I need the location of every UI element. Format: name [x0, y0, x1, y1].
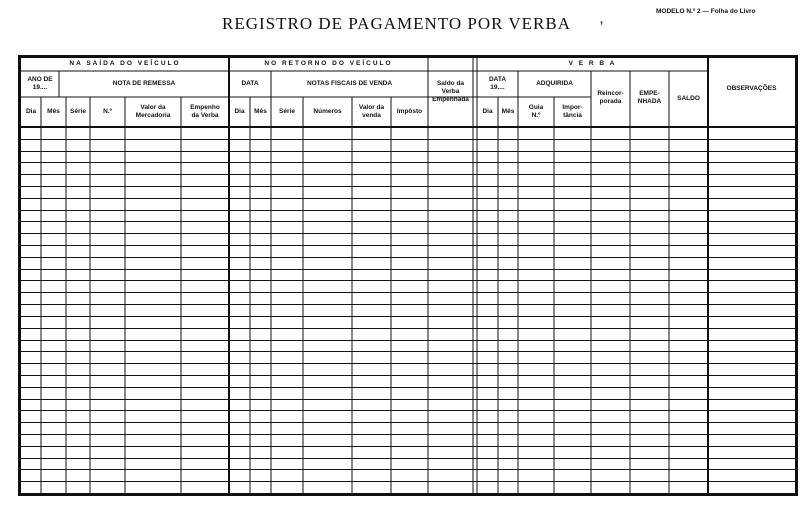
- model-label: MODELO N.º 2 — Folha do Livro: [656, 8, 756, 15]
- body-row-rules: [21, 140, 795, 482]
- column-guia: Guia N.º: [528, 104, 544, 119]
- column-mes-2: Mês: [254, 108, 267, 115]
- column-adquirida: ADQUIRIDA: [536, 80, 573, 87]
- column-empenho-verba: Empenho da Verba: [190, 104, 220, 119]
- column-saldo-verba-empenhada: Saldo da Verba Empenhada: [432, 80, 469, 103]
- column-mes-3: Mês: [501, 108, 515, 115]
- section-saida: NA SAÍDA DO VEÍCULO: [69, 60, 181, 67]
- corner-mark: ’: [600, 20, 604, 32]
- section-retorno: NO RETORNO DO VEÍCULO: [264, 60, 393, 67]
- column-valor-venda: Valor da venda: [358, 104, 385, 119]
- column-data-2: DATA 19....: [488, 76, 507, 91]
- column-numero-1: N.º: [103, 108, 112, 115]
- column-observacoes: OBSERVAÇÕES: [726, 85, 777, 92]
- column-importancia: Impor- tância: [562, 104, 583, 119]
- column-dia-1: Dia: [25, 108, 37, 115]
- column-reincorporada: Reincor- porada: [597, 90, 624, 105]
- column-nota-remessa: NOTA DE REMESSA: [112, 80, 176, 87]
- page-title: REGISTRO DE PAGAMENTO POR VERBA: [222, 14, 572, 33]
- column-empenhada: EMPE- NHADA: [637, 90, 662, 105]
- ledger-grid: [21, 58, 795, 493]
- column-dia-3: Dia: [482, 108, 493, 115]
- column-dia-2: Dia: [234, 108, 245, 115]
- column-notas-fiscais: NOTAS FISCAIS DE VENDA: [306, 80, 393, 87]
- column-imposto: Impôsto: [396, 108, 423, 115]
- column-data-1: DATA: [241, 80, 259, 87]
- column-ano: ANO DE 19....: [27, 76, 53, 91]
- column-valor-mercadoria: Valor da Mercadoria: [135, 104, 171, 119]
- ledger-form: [18, 55, 798, 496]
- section-verba: V E R B A: [568, 60, 617, 67]
- column-mes-1: Mês: [47, 108, 60, 115]
- column-numeros: Números: [313, 108, 342, 115]
- column-serie-1: Série: [70, 108, 86, 115]
- column-saldo: SALDO: [677, 95, 700, 102]
- column-serie-2: Série: [279, 108, 295, 115]
